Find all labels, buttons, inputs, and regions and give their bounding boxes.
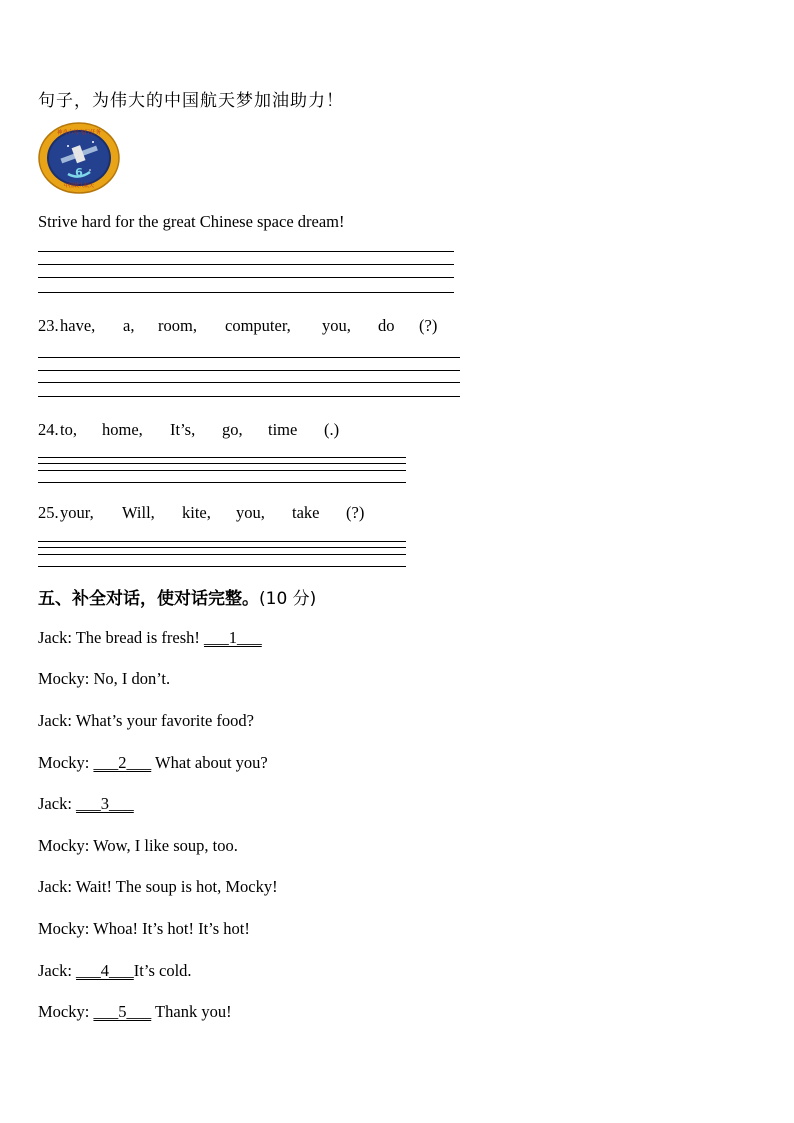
dialogue-text: Mocky: Wow, I like soup, too. <box>38 836 238 855</box>
mission-badge-logo <box>38 122 120 194</box>
punctuation-hint: (?) <box>419 316 438 335</box>
question-25 <box>38 503 365 523</box>
dialogue-text: Jack: Wait! The soup is hot, Mocky! <box>38 877 278 896</box>
answer-line <box>38 292 454 293</box>
svg-text:6: 6 <box>75 166 83 179</box>
word: Will, <box>122 503 155 522</box>
answer-blank[interactable]: ___5___ <box>93 1002 152 1021</box>
dialogue-line <box>38 919 250 939</box>
word: kite, <box>182 503 211 522</box>
section-heading <box>38 584 316 609</box>
dialogue-text: Thank you! <box>151 1002 232 1021</box>
word: your, <box>60 503 94 522</box>
dialogue-line <box>38 628 262 648</box>
word: room, <box>158 316 197 335</box>
answer-blank[interactable]: ___3___ <box>76 794 134 813</box>
dialogue-line <box>38 1002 232 1022</box>
dialogue-line <box>38 794 134 814</box>
dialogue-text: Jack: What’s your favorite food? <box>38 711 254 730</box>
punctuation-hint: (.) <box>324 420 340 439</box>
dialogue-text: Mocky: <box>38 753 94 772</box>
section-score: (10 分) <box>259 589 317 609</box>
answer-line <box>38 541 406 542</box>
dialogue-line <box>38 669 170 689</box>
dialogue-text: Jack: <box>38 794 77 813</box>
question-number: 23. <box>38 316 59 335</box>
answer-line <box>38 357 460 358</box>
word: take <box>292 503 320 522</box>
svg-text:中国载人航天: 中国载人航天 <box>63 183 95 189</box>
answer-line <box>38 554 406 555</box>
word: It’s, <box>170 420 196 439</box>
dialogue-text: Jack: <box>38 961 77 980</box>
answer-line <box>38 382 460 383</box>
dialogue-line <box>38 711 254 731</box>
answer-line <box>38 470 406 471</box>
answer-line <box>38 370 460 371</box>
word: a, <box>123 316 135 335</box>
word: have, <box>60 316 96 335</box>
question-number: 24. <box>38 420 59 439</box>
word: home, <box>102 420 143 439</box>
question-23 <box>38 316 438 336</box>
answer-line <box>38 251 454 252</box>
punctuation-hint: (?) <box>346 503 365 522</box>
answer-line <box>38 396 460 397</box>
dialogue-text: What about you? <box>151 753 268 772</box>
answer-line <box>38 277 454 278</box>
word: time <box>268 420 298 439</box>
answer-blank[interactable]: ___2___ <box>93 753 152 772</box>
dialogue-line <box>38 961 192 981</box>
answer-line <box>38 264 454 265</box>
question-24 <box>38 420 340 440</box>
word: you, <box>236 503 265 522</box>
word: you, <box>322 316 351 335</box>
dialogue-line <box>38 836 238 856</box>
slogan-text: Strive hard for the great Chinese space dream! <box>38 212 345 231</box>
answer-line <box>38 463 406 464</box>
question-number: 25. <box>38 503 59 522</box>
answer-line <box>38 482 406 483</box>
dialogue-line <box>38 753 268 773</box>
answer-line <box>38 547 406 548</box>
svg-text:神舟六号飞行任务: 神舟六号飞行任务 <box>56 130 102 136</box>
answer-line <box>38 457 406 458</box>
answer-blank[interactable]: ___1___ <box>204 628 262 647</box>
dialogue-text: Jack: The bread is fresh! <box>38 628 205 647</box>
dialogue-text: Mocky: <box>38 1002 94 1021</box>
intro-sentence: 句子，为伟大的中国航天梦加油助力！ <box>38 91 344 111</box>
answer-blank[interactable]: ___4___ <box>76 961 134 980</box>
section-title: 五、补全对话，使对话完整。 <box>38 589 259 609</box>
dialogue-text: Mocky: No, I don’t. <box>38 669 171 688</box>
answer-line <box>38 566 406 567</box>
word: go, <box>222 420 243 439</box>
word: computer, <box>225 316 291 335</box>
word: do <box>378 316 395 335</box>
word: to, <box>60 420 77 439</box>
dialogue-text: Mocky: Whoa! It’s hot! It’s hot! <box>38 919 250 938</box>
dialogue-line <box>38 877 278 897</box>
dialogue-text: It’s cold. <box>133 961 192 980</box>
